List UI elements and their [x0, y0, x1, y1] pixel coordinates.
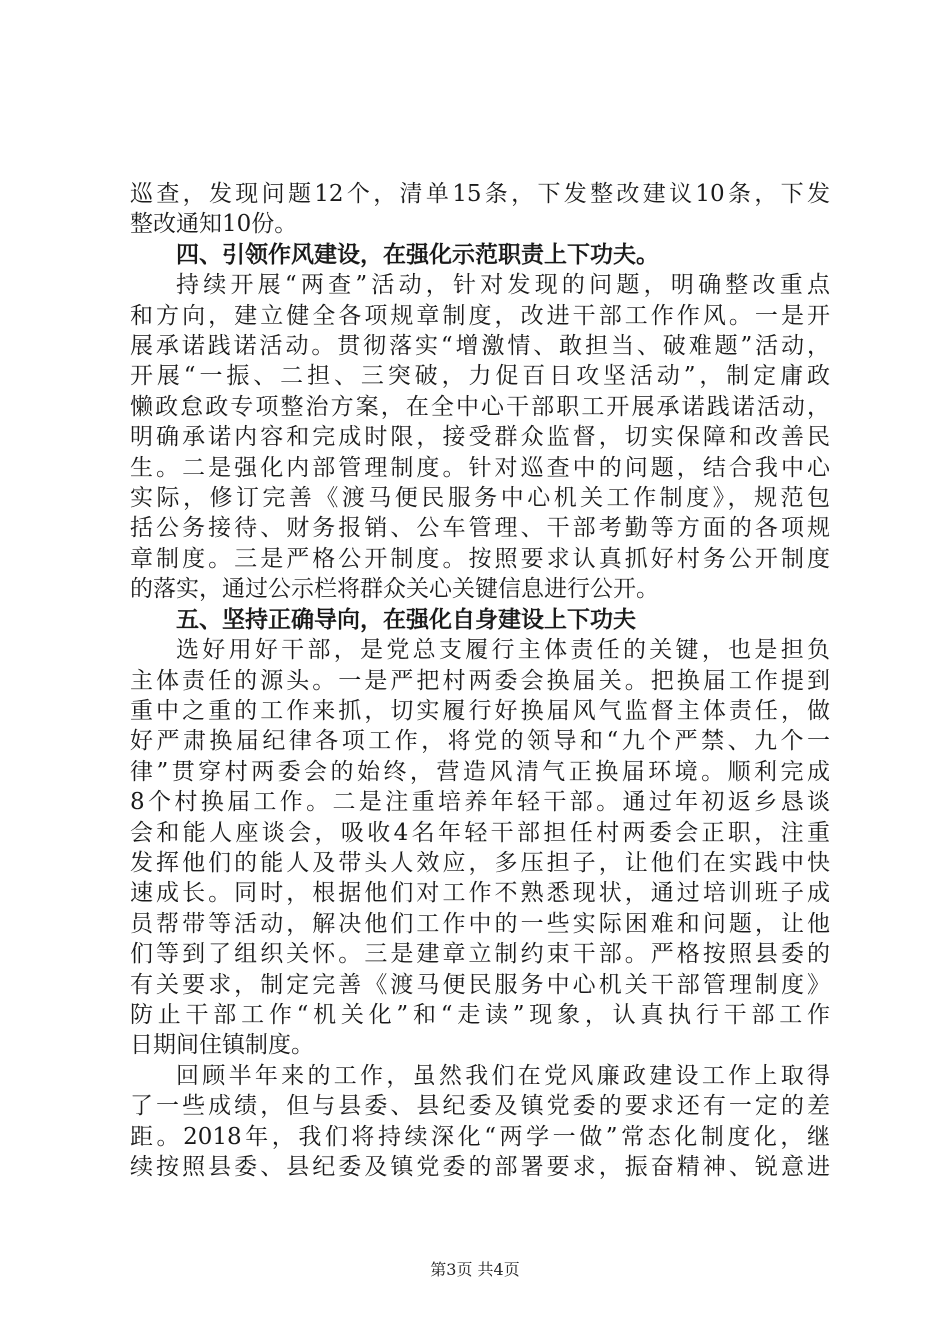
paragraph-line: 开展“一振、二担、三突破，力促百日攻坚活动”，制定庸政 — [130, 363, 830, 389]
paragraph-line: 括公务接待、财务报销、公车管理、干部考勤等方面的各项规 — [130, 515, 830, 541]
paragraph-line: 实际，修订完善《渡马便民服务中心机关工作制度》，规范包 — [130, 485, 830, 511]
paragraph-line: 防止干部工作“机关化”和“走读”现象，认真执行干部工作 — [130, 1002, 830, 1028]
paragraph-line: 展承诺践诺活动。贯彻落实“增激情、敢担当、破难题”活动， — [130, 333, 830, 359]
paragraph-line: 和方向，建立健全各项规章制度，改进干部工作作风。一是开 — [130, 303, 830, 329]
paragraph-line: 巡查，发现问题12个，清单15条，下发整改建议10条，下发 — [130, 181, 830, 207]
paragraph-line: 发挥他们的能人及带头人效应，多压担子，让他们在实践中快 — [130, 850, 830, 876]
section-heading: 五、坚持正确导向，在强化自身建设上下功夫 — [176, 606, 636, 633]
paragraph-line: 律”贯穿村两委会的始终，营造风清气正换届环境。顺利完成 — [130, 759, 830, 785]
paragraph-line: 的落实，通过公示栏将群众关心关键信息进行公开。 — [130, 576, 659, 602]
page-footer: 第3页 共4页 — [430, 1260, 520, 1279]
paragraph-line: 重中之重的工作来抓，切实履行好换届风气监督主体责任，做 — [130, 698, 830, 724]
paragraph-line: 会和能人座谈会，吸收4名年轻干部担任村两委会正职，注重 — [130, 820, 830, 846]
paragraph-line: 有关要求，制定完善《渡马便民服务中心机关干部管理制度》 — [130, 972, 830, 998]
paragraph-line: 章制度。三是严格公开制度。按照要求认真抓好村务公开制度 — [130, 546, 830, 572]
paragraph-line: 好严肃换届纪律各项工作，将党的领导和“九个严禁、九个一 — [130, 728, 830, 754]
paragraph-line: 了一些成绩，但与县委、县纪委及镇党委的要求还有一定的差 — [130, 1093, 830, 1119]
paragraph-line: 生。二是强化内部管理制度。针对巡查中的问题，结合我中心 — [130, 455, 830, 481]
paragraph-line: 续按照县委、县纪委及镇党委的部署要求，振奋精神、锐意进 — [130, 1154, 830, 1180]
paragraph-line: 们等到了组织关怀。三是建章立制约束干部。严格按照县委的 — [130, 941, 830, 967]
paragraph-line: 选好用好干部，是党总支履行主体责任的关键，也是担负 — [176, 637, 830, 663]
section-heading: 四、引领作风建设，在强化示范职责上下功夫。 — [176, 241, 659, 268]
paragraph-line: 持续开展“两查”活动，针对发现的问题，明确整改重点 — [176, 272, 830, 298]
paragraph-line: 速成长。同时，根据他们对工作不熟悉现状，通过培训班子成 — [130, 880, 830, 906]
paragraph-line: 明确承诺内容和完成时限，接受群众监督，切实保障和改善民 — [130, 424, 830, 450]
paragraph-line: 主体责任的源头。一是严把村两委会换届关。把换届工作提到 — [130, 668, 830, 694]
paragraph-line: 8个村换届工作。二是注重培养年轻干部。通过年初返乡恳谈 — [130, 789, 830, 815]
paragraph-line: 距。2018年，我们将持续深化“两学一做”常态化制度化，继 — [130, 1124, 830, 1150]
paragraph-line: 整改通知10份。 — [130, 211, 298, 237]
paragraph-line: 员帮带等活动，解决他们工作中的一些实际困难和问题，让他 — [130, 911, 830, 937]
paragraph-line: 回顾半年来的工作，虽然我们在党风廉政建设工作上取得 — [176, 1063, 830, 1089]
paragraph-line: 懒政怠政专项整治方案，在全中心干部职工开展承诺践诺活动， — [130, 394, 830, 420]
paragraph-line: 日期间住镇制度。 — [130, 1032, 314, 1058]
